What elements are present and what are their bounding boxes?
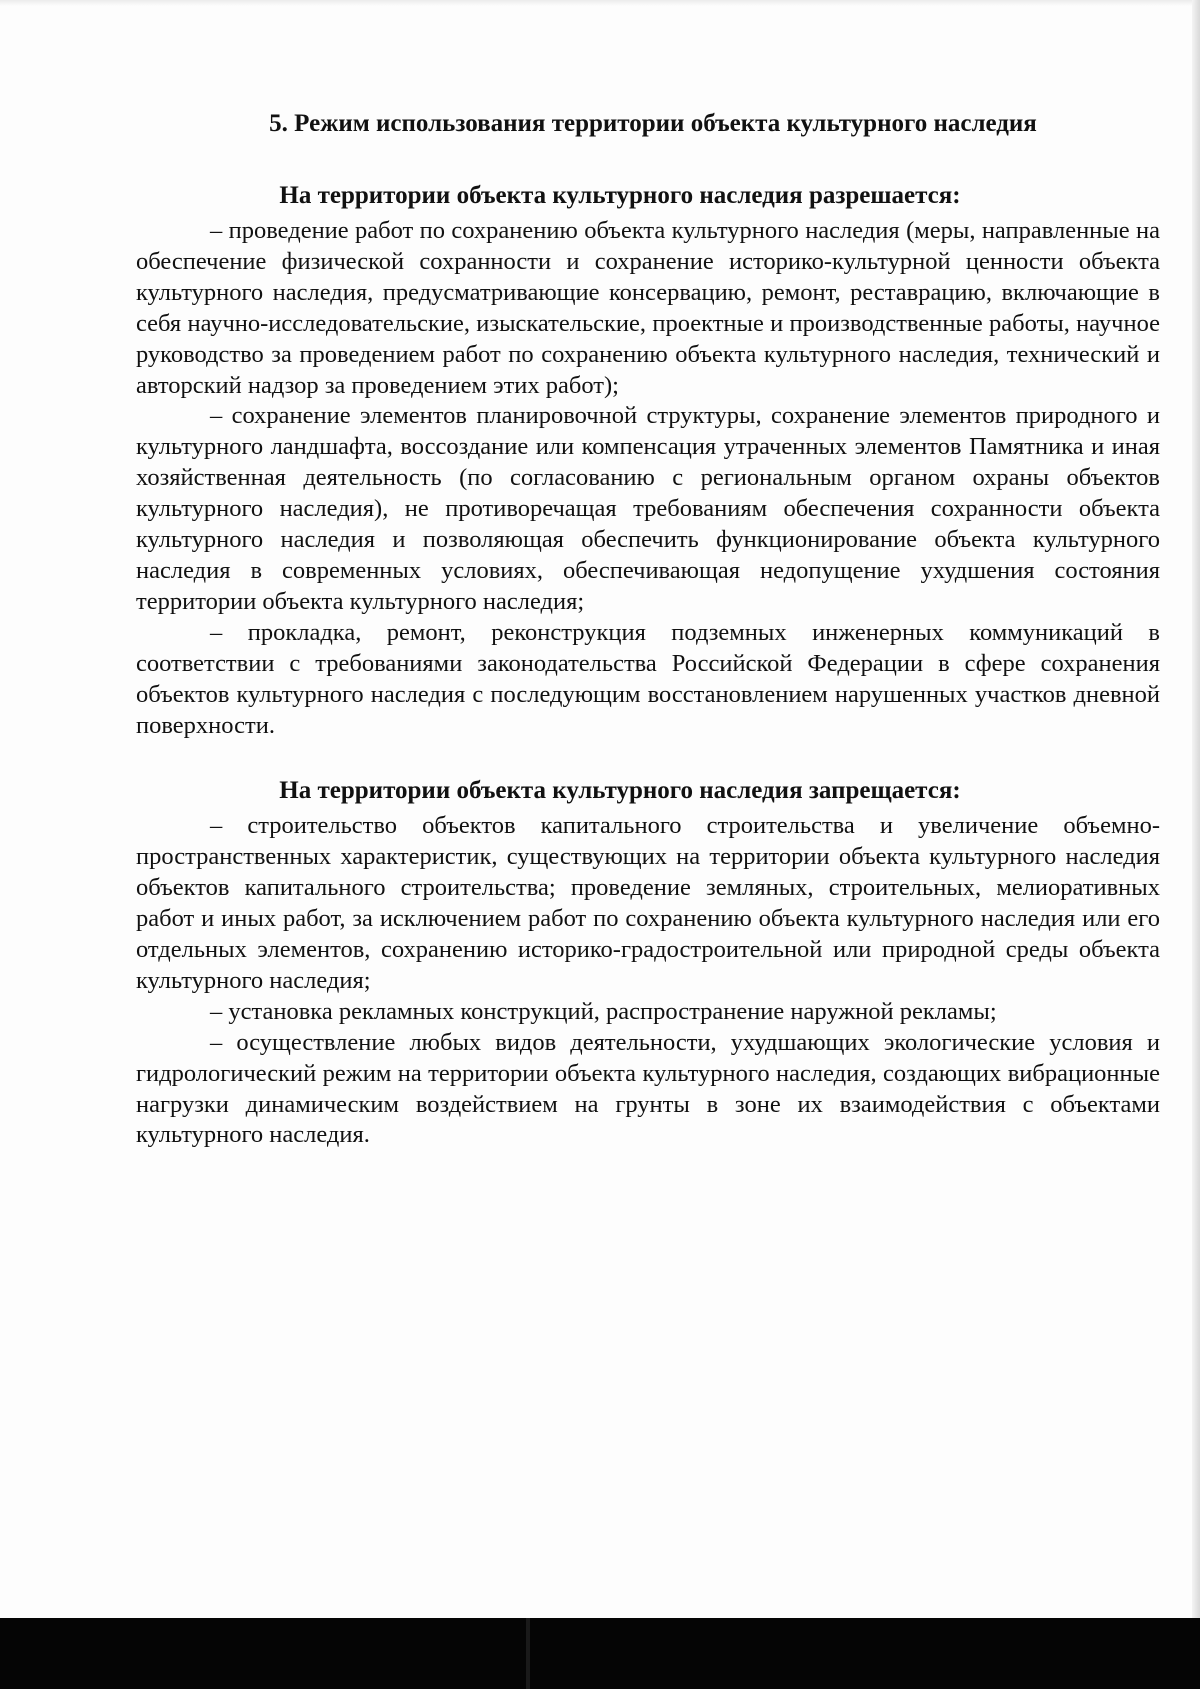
section-title: 5. Режим использования территории объекта культурного наследия bbox=[269, 110, 1037, 137]
allowed-heading: На территории объекта культурного наследия разрешается: bbox=[279, 182, 961, 209]
forbidden-heading: На территории объекта культурного наследия запрещается: bbox=[279, 777, 961, 805]
allowed-list bbox=[136, 216, 1160, 741]
scan-bottom-bar-seam bbox=[526, 1618, 530, 1689]
scan-right-edge bbox=[1192, 0, 1200, 1689]
forbidden-item: – установка рекламных конструкций, распространение наружной рекламы; bbox=[210, 997, 997, 1025]
document-body bbox=[136, 104, 1160, 1151]
forbidden-item: – осуществление любых видов деятельности, ухудшающих экологические условия и гидрологический режим на территории объекта культурного наследия, создающих вибрационные нагрузки динамическим воздействием на грунты в зоне их взаимодействия с объектами культурного наследия. bbox=[136, 1028, 1160, 1149]
allowed-item: – прокладка, ремонт, реконструкция подземных инженерных коммуникаций в соответствии с требованиями законодательства Российской Федерации в сфере сохранения объектов культурного наследия с последующим восстановлением нарушенных участков дневной поверхности. bbox=[136, 618, 1160, 739]
allowed-item: – сохранение элементов планировочной структуры, сохранение элементов природного и культурного ландшафта, воссоздание или компенсация утраченных элементов Памятника и иная хозяйственная деятельность (по согласованию с региональным органом охраны объектов культурного наследия), не противоречащая требованиям обеспечения сохранности объекта культурного наследия и позволяющая обеспечить функционирование объекта культурного наследия в современных условиях, обеспечивающая недопущение ухудшения состояния территории объекта культурного наследия; bbox=[136, 402, 1160, 615]
forbidden-list bbox=[136, 811, 1160, 1151]
allowed-item: – проведение работ по сохранению объекта культурного наследия (меры, направленные на обеспечение физической сохранности и сохранение историко-культурной ценности объекта культурного наследия, предусматривающие консервацию, ремонт, реставрацию, включающие в себя научно-исследовательские, изыскательские, проектные и производственные работы, научное руководство за проведением работ по сохранению объекта культурного наследия, технический и авторский надзор за проведением этих работ); bbox=[136, 217, 1160, 399]
scan-bottom-bar bbox=[0, 1618, 1200, 1689]
scan-top-edge bbox=[0, 0, 1200, 6]
forbidden-item: – строительство объектов капитального строительства и увеличение объемно-пространственных характеристик, существующих на территории объекта культурного наследия объектов капитального строительства; проведение земляных, строительных, мелиоративных работ и иных работ, за исключением работ по сохранению объекта культурного наследия или его отдельных элементов, сохранению историко-градостроительной или природной среды объекта культурного наследия; bbox=[136, 812, 1160, 994]
